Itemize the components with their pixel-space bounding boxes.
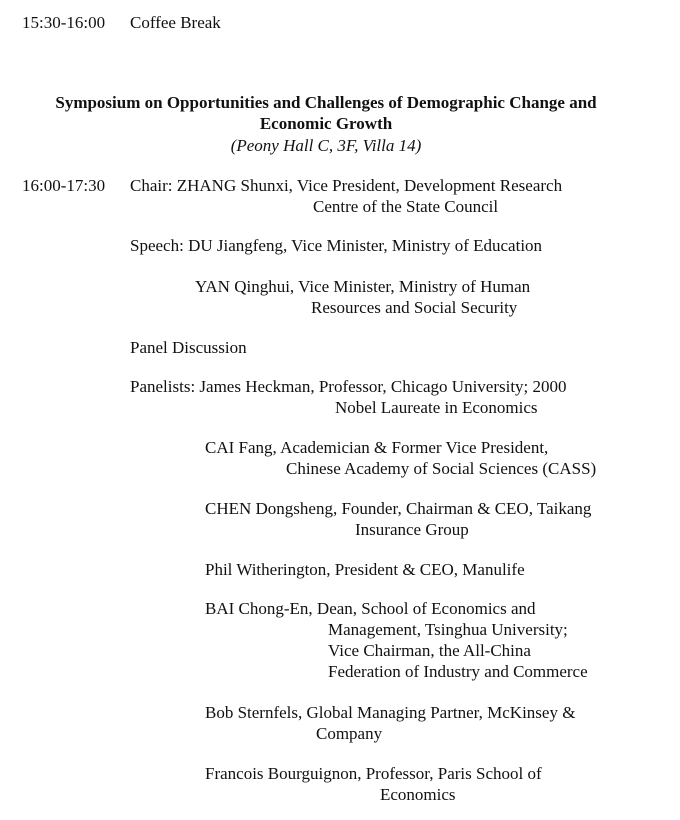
speech-line1: Speech: DU Jiangfeng, Vice Minister, Ministry of Education xyxy=(130,236,543,255)
panel-discussion-label: Panel Discussion xyxy=(130,338,247,357)
panelist-chen-dongsheng-line2: Insurance Group xyxy=(355,520,469,539)
panelist-chen-dongsheng-line1: CHEN Dongsheng, Founder, Chairman & CEO, Taikang xyxy=(205,499,592,518)
chair-line2: Centre of the State Council xyxy=(313,197,499,216)
panelist-phil-witherington: Phil Witherington, President & CEO, Manulife xyxy=(205,560,525,579)
panelist-bai-chong-en-line4: Federation of Industry and Commerce xyxy=(328,662,588,681)
chair-line1: Chair: ZHANG Shunxi, Vice President, Development Research xyxy=(130,176,563,195)
panelist-cai-fang-line2: Chinese Academy of Social Sciences (CASS) xyxy=(286,459,597,478)
panelist-francois-bourguignon-line2: Economics xyxy=(380,785,456,804)
panelist-bob-sternfels-line2: Company xyxy=(316,724,383,743)
panelist-bai-chong-en-line2: Management, Tsinghua University; xyxy=(328,620,568,639)
symposium-title-line2: Economic Growth xyxy=(259,114,393,133)
speech-speaker2-line2: Resources and Social Security xyxy=(311,298,518,317)
coffee-break-title: Coffee Break xyxy=(130,13,221,32)
panelist-bai-chong-en-line3: Vice Chairman, the All-China xyxy=(328,641,531,660)
speech-speaker2-line1: YAN Qinghui, Vice Minister, Ministry of Human xyxy=(195,277,531,296)
coffee-break-time: 15:30-16:00 xyxy=(22,13,106,32)
symposium-venue: (Peony Hall C, 3F, Villa 14) xyxy=(230,136,422,155)
panelist-francois-bourguignon-line1: Francois Bourguignon, Professor, Paris School of xyxy=(205,764,542,783)
panelist-bai-chong-en-line1: BAI Chong-En, Dean, School of Economics and xyxy=(205,599,536,618)
panelist-cai-fang-line1: CAI Fang, Academician & Former Vice President, xyxy=(205,438,549,457)
panelists-line1: Panelists: James Heckman, Professor, Chicago University; 2000 xyxy=(130,377,567,396)
panelist-bob-sternfels-line1: Bob Sternfels, Global Managing Partner, McKinsey & xyxy=(205,703,576,722)
symposium-title-line1: Symposium on Opportunities and Challenges of Demographic Change and xyxy=(55,93,597,112)
session-time: 16:00-17:30 xyxy=(22,176,106,195)
panelists-line2: Nobel Laureate in Economics xyxy=(335,398,538,417)
